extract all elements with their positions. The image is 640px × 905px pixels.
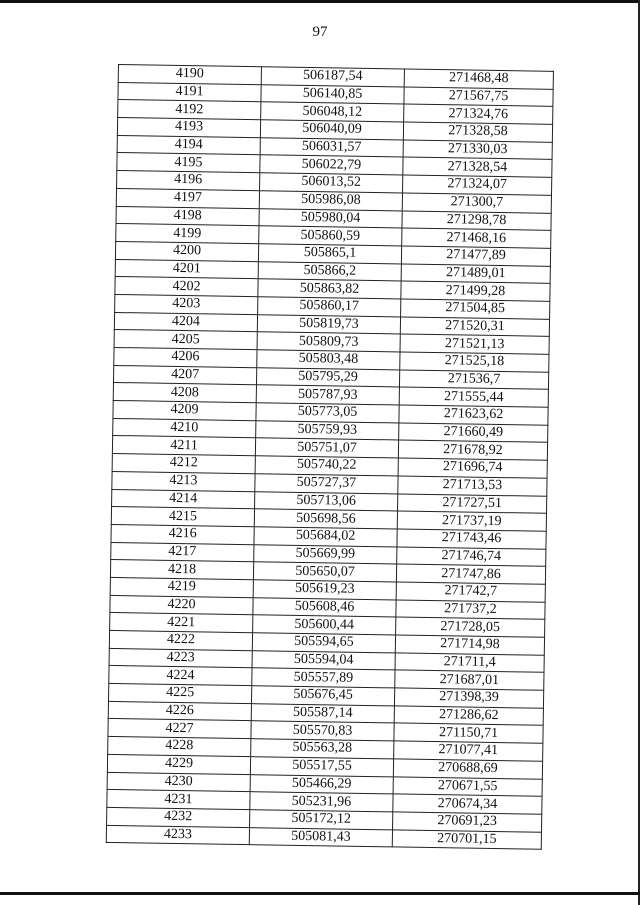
y-coordinate-cell: 271737,2 [396,600,545,620]
x-coordinate-cell: 505608,46 [253,597,396,617]
point-number-cell: 4213 [112,471,255,491]
point-number-cell: 4231 [107,790,250,810]
y-coordinate-cell: 271077,41 [394,741,543,761]
y-coordinate-cell: 271525,18 [400,352,549,372]
y-coordinate-cell: 271477,89 [401,246,550,266]
point-number-cell: 4209 [113,401,256,421]
x-coordinate-cell: 505594,65 [252,633,395,653]
y-coordinate-cell: 271742,7 [396,582,545,602]
y-coordinate-cell: 271398,39 [394,688,543,708]
scan-bottom-edge [0,892,640,895]
point-number-cell: 4199 [116,224,259,244]
x-coordinate-cell: 505466,29 [250,774,393,794]
y-coordinate-cell: 271687,01 [395,670,544,690]
y-coordinate-cell: 271623,62 [399,405,548,425]
x-coordinate-cell: 506031,57 [260,137,403,157]
y-coordinate-cell: 271328,58 [403,122,552,142]
x-coordinate-cell: 505863,82 [258,279,401,299]
y-coordinate-cell: 271536,7 [399,370,548,390]
y-coordinate-cell: 271489,01 [401,264,550,284]
scan-top-edge [0,0,640,3]
x-coordinate-cell: 505759,93 [256,420,399,440]
y-coordinate-cell: 271727,51 [398,493,547,513]
x-coordinate-cell: 505594,04 [252,650,395,670]
coordinates-table [106,64,554,850]
y-coordinate-cell: 271330,03 [403,140,552,160]
x-coordinate-cell: 505231,96 [250,792,393,812]
y-coordinate-cell: 271660,49 [399,423,548,443]
y-coordinate-cell: 270691,23 [393,812,542,832]
y-coordinate-cell: 271520,31 [400,317,549,337]
x-coordinate-cell: 505809,73 [257,332,400,352]
x-coordinate-cell: 505619,23 [253,580,396,600]
point-number-cell: 4222 [109,630,252,650]
x-coordinate-cell: 505669,99 [254,544,397,564]
point-number-cell: 4191 [118,82,261,102]
point-number-cell: 4211 [112,436,255,456]
x-coordinate-cell: 505795,29 [256,367,399,387]
x-coordinate-cell: 505698,56 [254,509,397,529]
point-number-cell: 4196 [117,171,260,191]
x-coordinate-cell: 505684,02 [254,527,397,547]
point-number-cell: 4198 [116,206,259,226]
point-number-cell: 4200 [115,241,258,261]
x-coordinate-cell: 505517,55 [250,756,393,776]
y-coordinate-cell: 270701,15 [392,829,541,849]
point-number-cell: 4203 [115,294,258,314]
y-coordinate-cell: 271499,28 [401,281,550,301]
y-coordinate-cell: 271300,7 [402,193,551,213]
x-coordinate-cell: 505172,12 [250,810,393,830]
x-coordinate-cell: 505570,83 [251,721,394,741]
x-coordinate-cell: 505980,04 [259,208,402,228]
y-coordinate-cell: 270671,55 [393,776,542,796]
x-coordinate-cell: 505787,93 [256,385,399,405]
y-coordinate-cell: 271328,54 [403,157,552,177]
point-number-cell: 4210 [113,418,256,438]
y-coordinate-cell: 271737,19 [397,511,546,531]
x-coordinate-cell: 505676,45 [251,686,394,706]
point-number-cell: 4194 [117,135,260,155]
y-coordinate-cell: 271504,85 [401,299,550,319]
x-coordinate-cell: 506040,09 [260,120,403,140]
x-coordinate-cell: 506022,79 [260,155,403,175]
point-number-cell: 4206 [114,347,257,367]
y-coordinate-cell: 271747,86 [396,564,545,584]
point-number-cell: 4202 [115,277,258,297]
y-coordinate-cell: 271678,92 [398,440,547,460]
x-coordinate-cell: 505727,37 [255,474,398,494]
point-number-cell: 4192 [118,100,261,120]
coordinates-table-body [106,65,553,850]
point-number-cell: 4220 [110,595,253,615]
point-number-cell: 4204 [114,312,257,332]
point-number-cell: 4201 [115,259,258,279]
point-number-cell: 4207 [113,365,256,385]
y-coordinate-cell: 271324,07 [403,175,552,195]
point-number-cell: 4214 [112,489,255,509]
y-coordinate-cell: 271468,48 [404,69,553,89]
point-number-cell: 4227 [108,719,251,739]
x-coordinate-cell: 505860,59 [259,226,402,246]
y-coordinate-cell: 271728,05 [396,617,545,637]
x-coordinate-cell: 505865,1 [258,244,401,264]
x-coordinate-cell: 505819,73 [257,314,400,334]
point-number-cell: 4229 [107,754,250,774]
point-number-cell: 4221 [110,613,253,633]
x-coordinate-cell: 505986,08 [259,191,402,211]
y-coordinate-cell: 271743,46 [397,529,546,549]
point-number-cell: 4219 [110,577,253,597]
point-number-cell: 4230 [107,772,250,792]
y-coordinate-cell: 271298,78 [402,210,551,230]
x-coordinate-cell: 505860,17 [258,297,401,317]
x-coordinate-cell: 505866,2 [258,261,401,281]
y-coordinate-cell: 271714,98 [395,635,544,655]
y-coordinate-cell: 271567,75 [404,87,553,107]
y-coordinate-cell: 271324,76 [404,104,553,124]
point-number-cell: 4197 [116,188,259,208]
page-number: 97 [312,24,328,40]
x-coordinate-cell: 505563,28 [251,739,394,759]
x-coordinate-cell: 505557,89 [252,668,395,688]
point-number-cell: 4215 [111,507,254,527]
point-number-cell: 4233 [106,825,249,845]
x-coordinate-cell: 506048,12 [261,102,404,122]
point-number-cell: 4226 [108,701,251,721]
point-number-cell: 4216 [111,524,254,544]
y-coordinate-cell: 271746,74 [397,547,546,567]
point-number-cell: 4228 [108,737,251,757]
y-coordinate-cell: 270688,69 [393,759,542,779]
point-number-cell: 4224 [109,666,252,686]
x-coordinate-cell: 506187,54 [261,67,404,87]
point-number-cell: 4225 [108,683,251,703]
point-number-cell: 4217 [111,542,254,562]
point-number-cell: 4223 [109,648,252,668]
y-coordinate-cell: 271711,4 [395,653,544,673]
x-coordinate-cell: 505773,05 [256,403,399,423]
x-coordinate-cell: 505650,07 [253,562,396,582]
y-coordinate-cell: 271521,13 [400,334,549,354]
x-coordinate-cell: 505713,06 [255,491,398,511]
x-coordinate-cell: 505803,48 [257,350,400,370]
x-coordinate-cell: 505600,44 [253,615,396,635]
x-coordinate-cell: 506140,85 [261,84,404,104]
point-number-cell: 4232 [107,807,250,827]
y-coordinate-cell: 271286,62 [394,706,543,726]
point-number-cell: 4208 [113,383,256,403]
x-coordinate-cell: 505587,14 [251,703,394,723]
point-number-cell: 4205 [114,330,257,350]
y-coordinate-cell: 271150,71 [394,723,543,743]
x-coordinate-cell: 505751,07 [255,438,398,458]
x-coordinate-cell: 505740,22 [255,456,398,476]
point-number-cell: 4193 [117,118,260,138]
y-coordinate-cell: 271468,16 [402,228,551,248]
point-number-cell: 4190 [118,65,261,85]
coordinates-table-wrapper [106,64,550,850]
y-coordinate-cell: 271713,53 [398,476,547,496]
x-coordinate-cell: 505081,43 [249,827,392,847]
y-coordinate-cell: 271555,44 [399,387,548,407]
point-number-cell: 4212 [112,454,255,474]
point-number-cell: 4195 [117,153,260,173]
point-number-cell: 4218 [110,560,253,580]
x-coordinate-cell: 506013,52 [260,173,403,193]
y-coordinate-cell: 271696,74 [398,458,547,478]
y-coordinate-cell: 270674,34 [393,794,542,814]
